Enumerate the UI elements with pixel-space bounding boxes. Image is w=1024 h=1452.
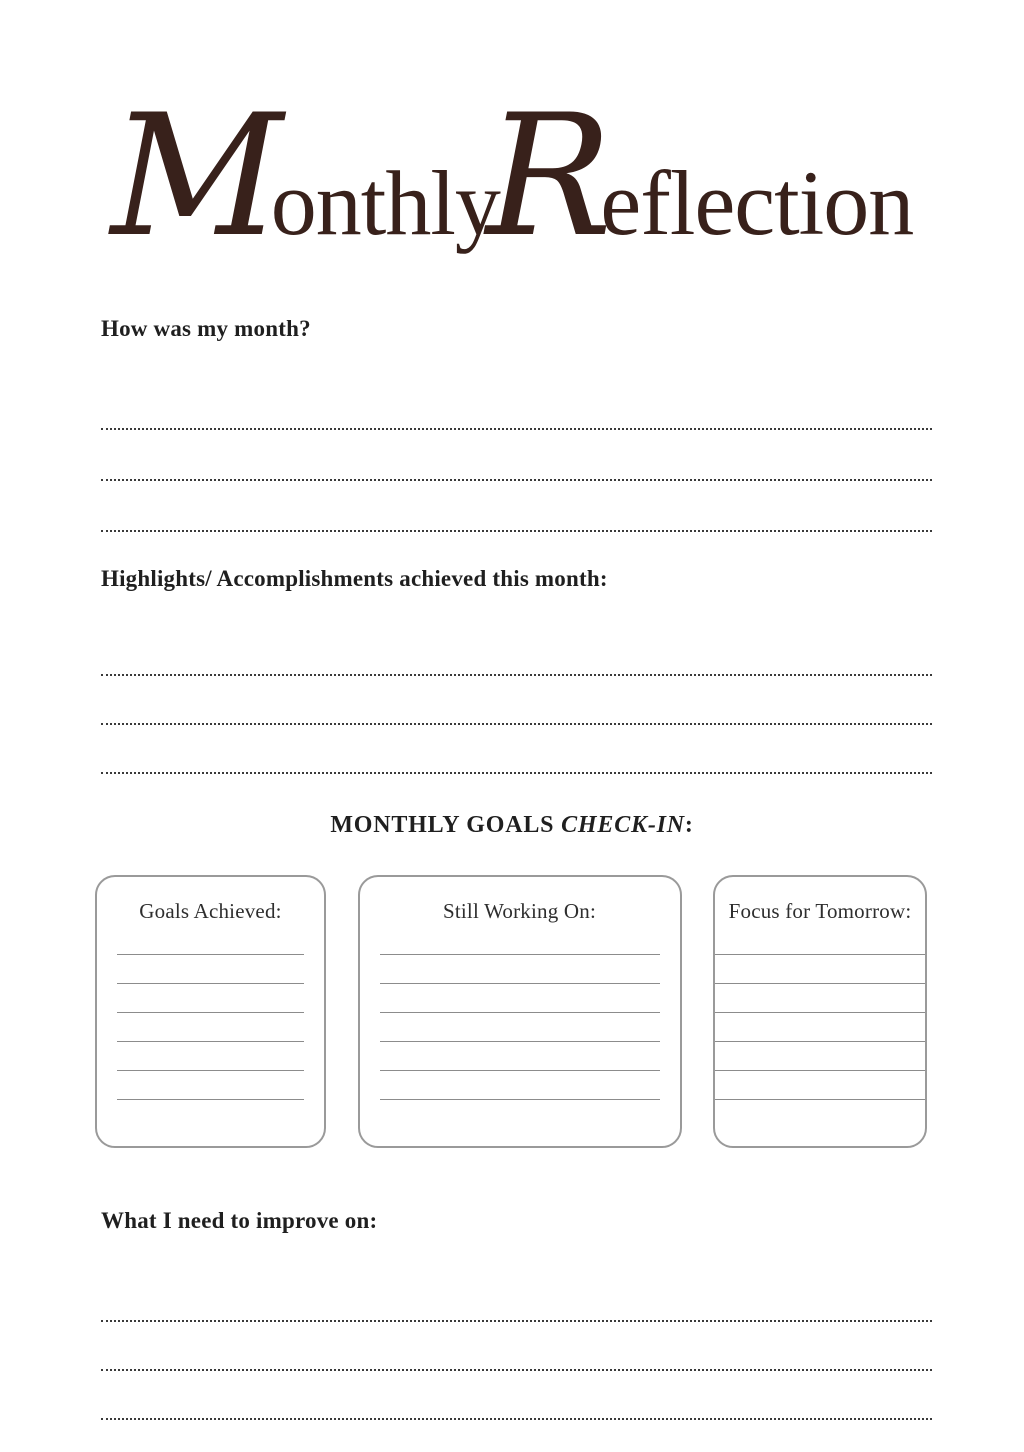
title-script-cap-r: R	[485, 78, 607, 274]
highlights-write-lines	[101, 674, 932, 774]
solid-write-line	[380, 1012, 660, 1013]
solid-write-line	[380, 1099, 660, 1100]
title-word-reflection: eflection	[600, 152, 914, 254]
title-word-monthly: onthly	[270, 152, 500, 254]
solid-write-line	[117, 983, 304, 984]
month-review-write-lines	[101, 428, 932, 532]
goals-checkin-heading	[0, 812, 1024, 839]
goals-checkin-boxes	[95, 875, 927, 1148]
goals-heading-main: MONTHLY GOALS	[330, 812, 562, 838]
goal-box-achieved	[95, 875, 326, 1148]
dotted-write-line	[101, 1320, 932, 1322]
solid-write-line	[715, 1070, 925, 1071]
solid-write-line	[715, 983, 925, 984]
solid-write-line	[715, 1099, 925, 1100]
goal-box-working-on-title: Still Working On:	[442, 899, 596, 923]
solid-write-line	[117, 954, 304, 955]
section-month-review	[101, 316, 932, 532]
solid-write-line	[380, 983, 660, 984]
solid-write-line	[117, 1099, 304, 1100]
goal-box-achieved-title: Goals Achieved:	[139, 899, 282, 923]
dotted-write-line	[101, 1369, 932, 1371]
dotted-write-line	[101, 530, 932, 532]
dotted-write-line	[101, 723, 932, 725]
solid-write-line	[715, 1012, 925, 1013]
dotted-write-line	[101, 772, 932, 774]
goal-box-working-on-lines	[380, 954, 660, 1100]
title-script-cap-m: M	[110, 78, 277, 274]
goal-box-achieved-lines	[117, 954, 304, 1100]
solid-write-line	[715, 1041, 925, 1042]
solid-write-line	[380, 1041, 660, 1042]
dotted-write-line	[101, 674, 932, 676]
solid-write-line	[117, 1012, 304, 1013]
dotted-write-line	[101, 1418, 932, 1420]
solid-write-line	[380, 1070, 660, 1071]
goal-box-focus-tomorrow-title: Focus for Tomorrow:	[728, 899, 912, 923]
goals-heading-italic: CHECK-IN	[561, 812, 685, 838]
page-title	[0, 78, 1024, 274]
section-improve	[101, 1208, 932, 1420]
solid-write-line	[117, 1041, 304, 1042]
dotted-write-line	[101, 428, 932, 430]
solid-write-line	[117, 1070, 304, 1071]
improve-heading: What I need to improve on:	[101, 1208, 378, 1233]
dotted-write-line	[101, 479, 932, 481]
section-highlights	[101, 566, 932, 774]
solid-write-line	[715, 954, 925, 955]
goal-box-working-on	[358, 875, 682, 1148]
goal-box-focus-tomorrow	[713, 875, 927, 1148]
goal-box-focus-tomorrow-lines	[715, 954, 925, 1100]
month-review-heading: How was my month?	[101, 316, 311, 341]
goals-heading-colon: :	[684, 812, 694, 838]
improve-write-lines	[101, 1320, 932, 1420]
solid-write-line	[380, 954, 660, 955]
highlights-heading: Highlights/ Accomplishments achieved this month:	[101, 566, 608, 591]
